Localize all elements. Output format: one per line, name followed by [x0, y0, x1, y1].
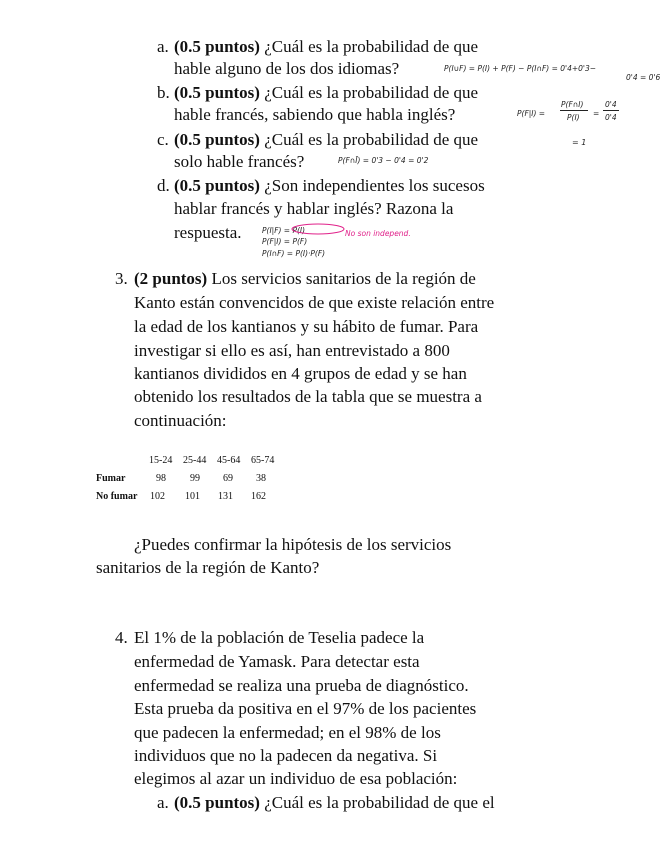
question-line: enfermedad se realiza una prueba de diagnóstico. — [134, 676, 469, 695]
data-table — [96, 455, 296, 510]
item-line-1 — [174, 175, 485, 197]
points-label: (0.5 puntos) — [174, 83, 260, 102]
handwritten-answer: P(F|I) = P(F) — [262, 237, 308, 246]
item-label: a. — [157, 793, 169, 812]
handwritten-text: P(F|I) = — [517, 109, 546, 118]
item-line-2: hable francés, sabiendo que habla inglés? — [174, 105, 456, 124]
handwritten-text: 0'4 — [605, 113, 617, 122]
item-line-1 — [174, 792, 495, 814]
table-header: 45-64 — [217, 455, 241, 466]
handwritten-answer: P(F∩Ī) = 0'3 − 0'4 = 0'2 — [338, 156, 429, 165]
question-text: ¿Cuál es la probabilidad de que el — [259, 793, 495, 812]
question-number: 3. — [115, 269, 128, 288]
item-line-1 — [174, 36, 478, 58]
question-text: ¿Cuál es la probabilidad de que — [259, 83, 479, 102]
fraction-bar — [560, 110, 588, 111]
question-text: ¿Cuál es la probabilidad de que — [259, 37, 479, 56]
question-line: la edad de los kantianos y su hábito de fumar. Para — [134, 317, 479, 336]
table-row-label: No fumar — [96, 491, 138, 502]
question-line: elegimos al azar un individuo de esa población: — [134, 769, 458, 788]
item-line-2: hable alguno de los dos idiomas? — [174, 59, 400, 78]
item-line-1 — [174, 129, 478, 151]
item-label: b. — [157, 83, 170, 102]
question-line: enfermedad de Yamask. Para detectar esta — [134, 652, 420, 671]
handwritten-text: P(F∩I) — [561, 100, 584, 109]
handwritten-text: = — [593, 109, 600, 118]
points-label: (0.5 puntos) — [174, 37, 260, 56]
table-cell: 38 — [256, 473, 266, 484]
table-header: 15-24 — [149, 455, 173, 466]
question-line: individuos que no la padecen da negativa. Si — [134, 746, 438, 765]
fraction-bar — [603, 110, 619, 111]
handwritten-answer: P(I∩F) = P(I)·P(F) — [262, 249, 326, 258]
table-cell: 69 — [223, 473, 233, 484]
question-line: investigar si ello es así, han entrevistado a 800 — [134, 341, 450, 360]
table-cell: 131 — [218, 491, 233, 502]
question-text: ¿Son independientes los sucesos — [259, 176, 485, 195]
handwritten-text: 0'4 — [605, 100, 617, 109]
question-line: continuación: — [134, 411, 227, 430]
item-label: c. — [157, 130, 169, 149]
question-line: Kanto están convencidos de que existe relación entre — [134, 293, 495, 312]
table-cell: 101 — [185, 491, 200, 502]
question-text: ¿Cuál es la probabilidad de que — [259, 130, 479, 149]
question-line: obtenido los resultados de la tabla que se muestra a — [134, 387, 482, 406]
item-line-2: solo hable francés? — [174, 152, 305, 171]
handwritten-answer: P(I∪F) = P(I) + P(F) − P(I∩F) = 0'4+0'3− — [444, 64, 597, 73]
question-line: El 1% de la población de Teselia padece la — [134, 628, 425, 647]
item-label: a. — [157, 37, 169, 56]
question-line: sanitarios de la región de Kanto? — [96, 558, 320, 577]
question-number: 4. — [115, 628, 128, 647]
table-cell: 98 — [156, 473, 166, 484]
points-label: (2 puntos) — [134, 269, 208, 288]
points-label: (0.5 puntos) — [174, 176, 260, 195]
handwritten-note: No son independ. — [345, 229, 411, 238]
handwritten-text: P(I) — [567, 113, 580, 122]
table-row-label: Fumar — [96, 473, 126, 484]
table-cell: 99 — [190, 473, 200, 484]
item-label: d. — [157, 176, 170, 195]
question-line — [134, 268, 476, 290]
question-line: ¿Puedes confirmar la hipótesis de los servicios — [134, 535, 452, 554]
handwritten-answer — [517, 100, 647, 130]
item-line-3: respuesta. — [174, 223, 242, 242]
question-line: que padecen la enfermedad; en el 98% de los — [134, 723, 441, 742]
table-cell: 102 — [150, 491, 165, 502]
handwritten-answer: P(I|F) = P(I) — [262, 226, 306, 235]
handwritten-answer: 0'4 = 0'6 — [626, 73, 661, 82]
question-line: Esta prueba da positiva en el 97% de los pacientes — [134, 699, 477, 718]
question-line: kantianos divididos en 4 grupos de edad y se han — [134, 364, 467, 383]
points-label: (0.5 puntos) — [174, 793, 260, 812]
handwritten-answer: = 1 — [572, 138, 587, 147]
handwritten-circle — [290, 222, 350, 236]
table-header: 25-44 — [183, 455, 207, 466]
item-line-1 — [174, 82, 478, 104]
points-label: (0.5 puntos) — [174, 130, 260, 149]
question-text: Los servicios sanitarios de la región de — [207, 269, 476, 288]
item-line-2: hablar francés y hablar inglés? Razona la — [174, 199, 454, 218]
table-header: 65-74 — [251, 455, 275, 466]
table-cell: 162 — [251, 491, 266, 502]
